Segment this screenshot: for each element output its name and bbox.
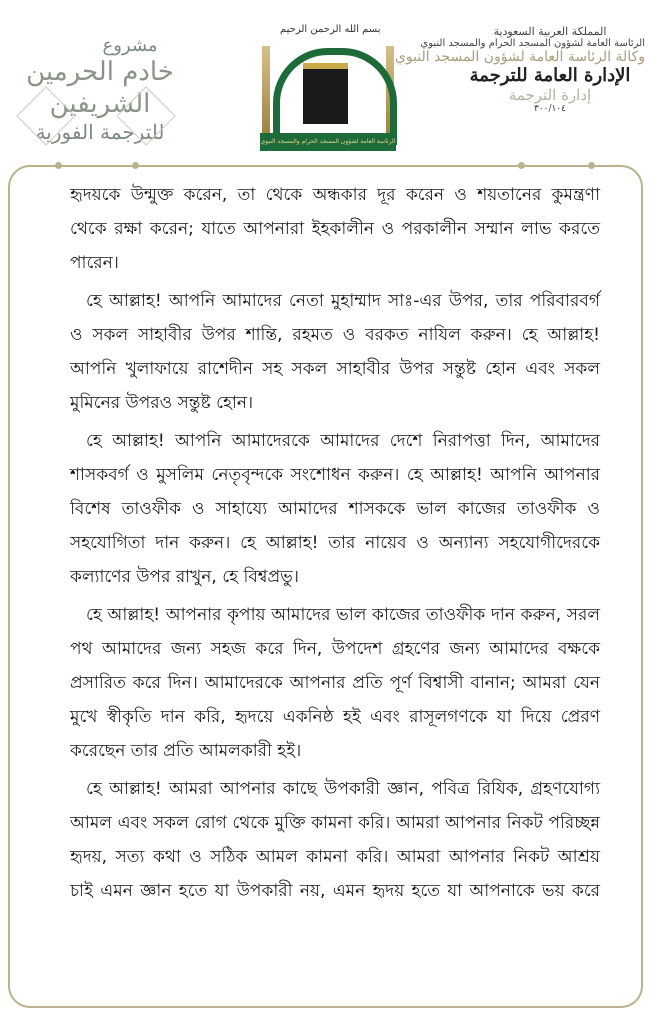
minaret-icon [262, 46, 270, 141]
text-line: হে আল্লাহ! আপনি আমাদেরকে আমাদের দেশে নিরাপত্তা দিন, আমাদের [86, 431, 600, 451]
paragraph [70, 772, 600, 908]
paragraph [70, 178, 600, 280]
text-line: মুমিনের উপরও সন্তুষ্ট হোন। [70, 393, 254, 413]
general-presidency-letterhead [394, 25, 645, 114]
khadim-haramain-translation-logo [5, 35, 195, 155]
text-line: পারেন। [70, 253, 119, 273]
text-line: শাসকবর্গ ও মুসলিম নেতৃবৃন্দকে সংশোধন করুন। হে আল্লাহ! আপনি আপনার [70, 465, 600, 485]
text-line: পথ আমাদের জন্য সহজ করে দিন, উপদেশ গ্রহণের জন্য আমাদের বক্ষকে [70, 639, 600, 659]
letterhead-line: وكالة الرئاسة العامة لشؤون المسجد النبوي [394, 49, 645, 65]
text-line: মুখে স্বীকৃতি দান করি, হৃদয়ে একনিষ্ঠ হই এবং রাসূলগণকে যা দিয়ে প্রেরণ [70, 707, 600, 727]
text-line: আপনি খুলাফায়ে রাশেদীন সহ সকল সাহাবীর উপর সন্তুষ্ট হোন এবং সকল [70, 359, 600, 379]
text-line: কল্যাণের উপর রাখুন, হে বিশ্বপ্রভু। [70, 567, 299, 587]
text-line: হে আল্লাহ! আপনার কৃপায় আমাদের ভাল কাজের তাওফীক দান করুন, সরল [86, 605, 600, 625]
text-line: প্রসারিত করে দিন। আমাদেরকে আপনার প্রতি পূর্ণ বিশ্বাসী বানান; আমরা যেন [70, 673, 600, 693]
emblem-banner: الرئاسة العامة لشؤون المسجد الحرام والمسجد النبوي [260, 133, 396, 151]
letterhead-line: الرئاسة العامة لشؤون المسجد الحرام والمسجد النبوي [420, 38, 645, 49]
basmala-text: بسم الله الرحمن الرحيم [280, 24, 381, 35]
text-line: সহযোগিতা দান করুন। হে আল্লাহ! তার নায়েব ও অন্যান্য সহযোগীদেরকে [70, 533, 600, 553]
logo-text: مشروع [102, 35, 158, 56]
kaaba-icon [303, 63, 348, 124]
frame-ornament-dot [518, 162, 525, 169]
text-line: করেছেন তার প্রতি আমলকারী হই। [70, 741, 302, 761]
text-line: চাই এমন জ্ঞান হতে যা উপকারী নয়, এমন হৃদয় হতে যা আপনাকে ভয় করে [70, 881, 600, 901]
text-line: হৃদয়, সত্য কথা ও সঠিক আমল কামনা করি। আমরা আপনার নিকট আশ্রয় [70, 847, 600, 867]
frame-ornament-dot [55, 162, 62, 169]
text-line: আমল এবং সকল রোগ থেকে মুক্তি কামনা করি। আমরা আপনার নিকট পরিচ্ছন্ন [70, 813, 600, 833]
frame-ornament-dot [588, 162, 595, 169]
text-line: হৃদয়কে উন্মুক্ত করেন, তা থেকে অন্ধকার দূর করেন ও শয়তানের কুমন্ত্রণা [70, 185, 600, 205]
page-header [0, 0, 655, 165]
letterhead-line: الإدارة العامة للترجمة [469, 65, 631, 86]
text-line: থেকে রক্ষা করেন; যাতে আপনারা ইহকালীন ও পরকালীন সম্মান লাভ করতে [70, 219, 600, 239]
presidency-emblem-logo [258, 24, 398, 153]
paragraph [70, 284, 600, 420]
paragraph [70, 598, 600, 768]
text-line: ও সকল সাহাবীর উপর শান্তি, রহমত ও বরকত নাযিল করুন। হে আল্লাহ! [70, 325, 600, 345]
reference-number: ٣٠٠/١٠٤ [533, 104, 567, 114]
document-body [70, 178, 600, 912]
frame-ornament-dot [132, 162, 139, 169]
letterhead-line: المملكة العربية السعودية [493, 25, 607, 38]
paragraph [70, 424, 600, 594]
logo-text: خادم الحرمين الشريفين [26, 57, 174, 119]
text-line: বিশেষ তাওফীক ও সাহায্যে আমাদের শাসককে ভাল কাজের তাওফীক ও [70, 499, 600, 519]
text-line: হে আল্লাহ! আমরা আপনার কাছে উপকারী জ্ঞান, পবিত্র রিযিক, গ্রহণযোগ্য [86, 779, 600, 799]
logo-text: للترجمة الفورية [35, 120, 165, 144]
letterhead-line: إدارة الترجمة [508, 86, 592, 104]
text-line: হে আল্লাহ! আপনি আমাদের নেতা মুহাম্মাদ সাঃ-এর উপর, তার পরিবারবর্গ [86, 291, 600, 311]
